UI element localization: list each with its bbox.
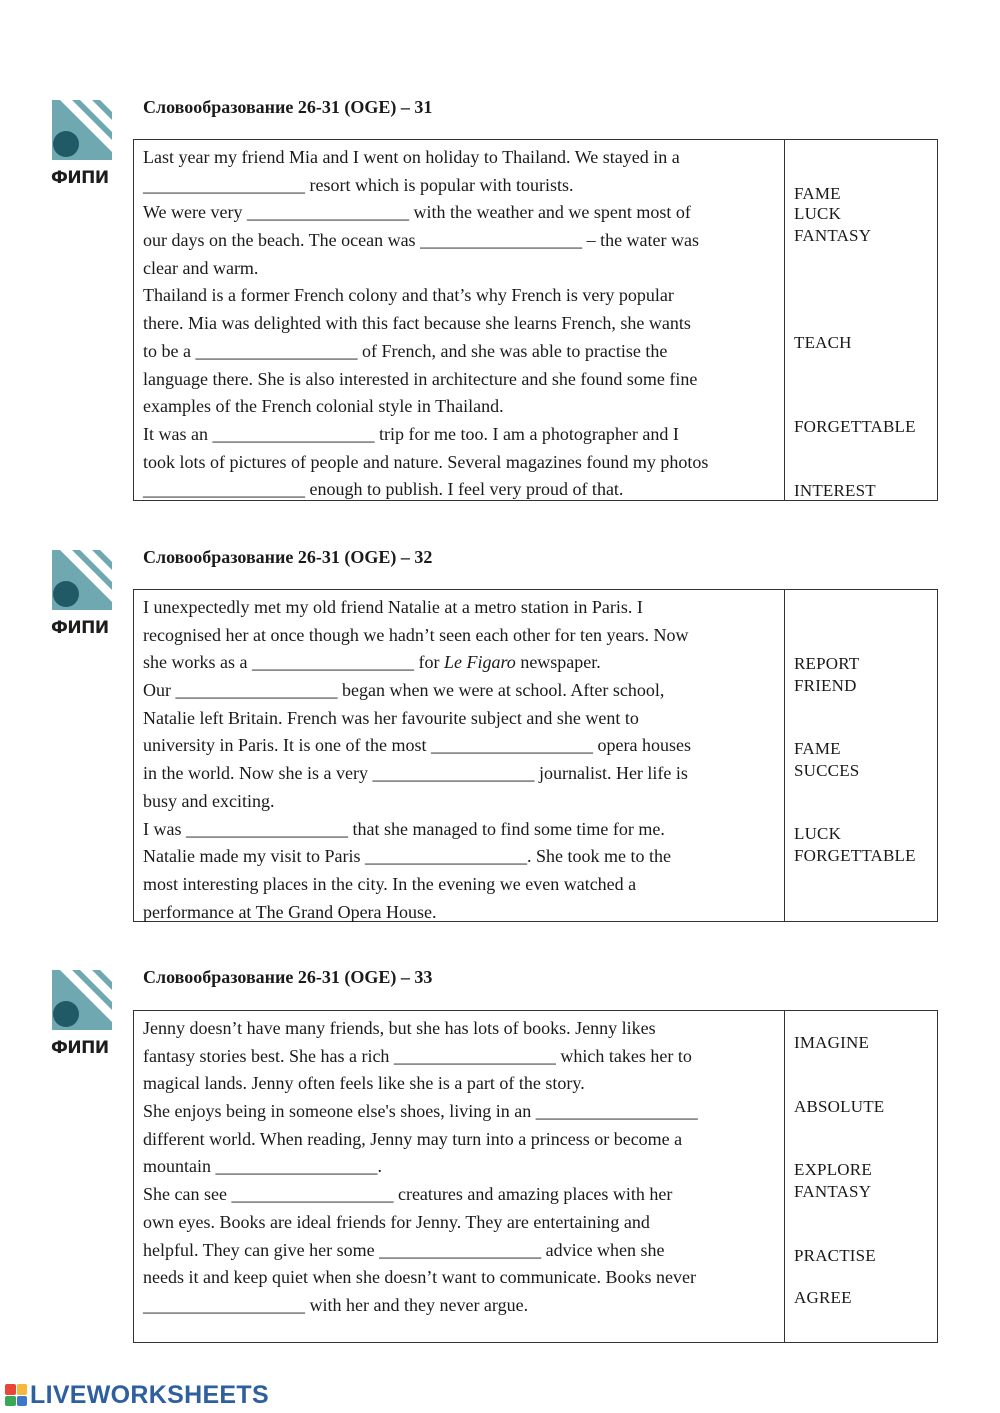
text-line: helpful. They can give her some __________________ advice when she	[143, 1239, 665, 1260]
text-line: She can see __________________ creatures and amazing places with her	[143, 1184, 673, 1205]
text-line: Jenny doesn’t have many friends, but she has lots of books. Jenny likes	[143, 1018, 656, 1038]
text-line: I was __________________ that she managed to find some time for me.	[143, 818, 665, 839]
word-explore: EXPLORE	[794, 1160, 872, 1179]
passage-text	[143, 1015, 779, 1320]
word-fame: FAME	[794, 184, 841, 203]
word-report: REPORT	[794, 654, 860, 673]
text-line: It was an __________________ trip for me too. I am a photographer and I	[143, 423, 679, 444]
text-segment: she works as a __________________ for	[143, 652, 444, 673]
text-line: own eyes. Books are ideal friends for Jenny. They are entertaining and	[143, 1211, 650, 1232]
fipi-logo-icon	[50, 970, 114, 1032]
fipi-logo	[50, 100, 114, 190]
word-imagine: IMAGINE	[794, 1033, 870, 1052]
text-line: __________________ enough to publish. I feel very proud of that.	[143, 479, 624, 500]
word-forgettable: FORGETTABLE	[794, 417, 916, 436]
text-line: clear and warm.	[143, 257, 259, 278]
text-line: Our __________________ began when we were at school. After school,	[143, 680, 665, 701]
text-line: to be a __________________ of French, and she was able to practise the	[143, 340, 668, 361]
passage-text	[143, 594, 779, 926]
text-line: Natalie left Britain. French was her favourite subject and she went to	[143, 707, 639, 728]
exercise-box	[133, 589, 938, 922]
text-line: in the world. Now she is a very __________________ journalist. Her life is	[143, 763, 688, 784]
text-line: __________________ resort which is popular with tourists.	[143, 174, 574, 195]
liveworksheets-brand: LIVEWORKSHEETS	[30, 1380, 269, 1409]
text-line: Last year my friend Mia and I went on holiday to Thailand. We stayed in a	[143, 147, 680, 167]
fipi-logo-icon	[50, 550, 114, 612]
exercise-box	[133, 1010, 938, 1343]
word-practise: PRACTISE	[794, 1246, 876, 1265]
logo-label: ФИПИ	[51, 618, 109, 638]
newspaper-name: Le Figaro	[443, 652, 516, 673]
text-line: needs it and keep quiet when she doesn’t want to communicate. Books never	[143, 1267, 697, 1288]
text-line: busy and exciting.	[143, 790, 275, 811]
text-line: language there. She is also interested in architecture and she found some fine	[143, 368, 698, 389]
text-line: magical lands. Jenny often feels like she is a part of the story.	[143, 1073, 585, 1094]
word-teach: TEACH	[794, 333, 852, 352]
text-line: I unexpectedly met my old friend Natalie at a metro station in Paris. I	[143, 597, 643, 617]
liveworksheets-logo	[5, 1380, 269, 1410]
text-line: performance at The Grand Opera House.	[143, 901, 437, 922]
section-title: Словообразование 26-31 (OGE) – 33	[143, 967, 433, 987]
exercise-box	[133, 139, 938, 501]
word-luck: LUCK	[794, 824, 842, 843]
text-line: fantasy stories best. She has a rich __________________ which takes her to	[143, 1045, 692, 1066]
logo-label: ФИПИ	[51, 1038, 109, 1058]
column-divider	[784, 140, 785, 500]
fipi-logo	[50, 970, 114, 1060]
logo-label: ФИПИ	[51, 168, 109, 188]
section-title: Словообразование 26-31 (OGE) – 31	[143, 97, 433, 117]
column-divider	[784, 1011, 785, 1342]
fipi-logo	[50, 550, 114, 640]
liveworksheets-badge-icon	[5, 1384, 27, 1406]
fipi-logo-icon	[50, 100, 114, 162]
text-line: different world. When reading, Jenny may turn into a princess or become a	[143, 1128, 683, 1149]
word-fantasy: FANTASY	[794, 226, 872, 245]
text-segment: newspaper.	[515, 652, 601, 673]
text-line	[143, 649, 779, 677]
text-line: She enjoys being in someone else's shoes, living in an __________________	[143, 1101, 698, 1122]
word-absolute: ABSOLUTE	[794, 1097, 885, 1116]
word-succes: SUCCES	[794, 761, 860, 780]
text-line: university in Paris. It is one of the most __________________ opera houses	[143, 735, 691, 756]
word-fame: FAME	[794, 739, 841, 758]
text-line: __________________ with her and they never argue.	[143, 1294, 529, 1315]
text-line: Natalie made my visit to Paris __________________. She took me to the	[143, 846, 671, 867]
text-line: We were very __________________ with the weather and we spent most of	[143, 202, 691, 223]
section-title: Словообразование 26-31 (OGE) – 32	[143, 547, 433, 567]
word-interest: INTEREST	[794, 481, 876, 500]
text-line: examples of the French colonial style in Thailand.	[143, 396, 504, 417]
text-line: most interesting places in the city. In the evening we even watched a	[143, 873, 637, 894]
text-line: there. Mia was delighted with this fact because she learns French, she wants	[143, 313, 691, 334]
column-divider	[784, 590, 785, 921]
text-line: mountain __________________.	[143, 1156, 382, 1177]
text-line: took lots of pictures of people and nature. Several magazines found my photos	[143, 451, 709, 472]
text-line: our days on the beach. The ocean was __________________ – the water was	[143, 230, 700, 251]
word-fantasy: FANTASY	[794, 1182, 872, 1201]
passage-text	[143, 144, 779, 504]
text-line: Thailand is a former French colony and that’s why French is very popular	[143, 285, 674, 306]
word-friend: FRIEND	[794, 676, 857, 695]
text-line: recognised her at once though we hadn’t seen each other for ten years. Now	[143, 624, 689, 645]
word-agree: AGREE	[794, 1288, 852, 1307]
word-forgettable: FORGETTABLE	[794, 846, 916, 865]
word-luck: LUCK	[794, 204, 842, 223]
